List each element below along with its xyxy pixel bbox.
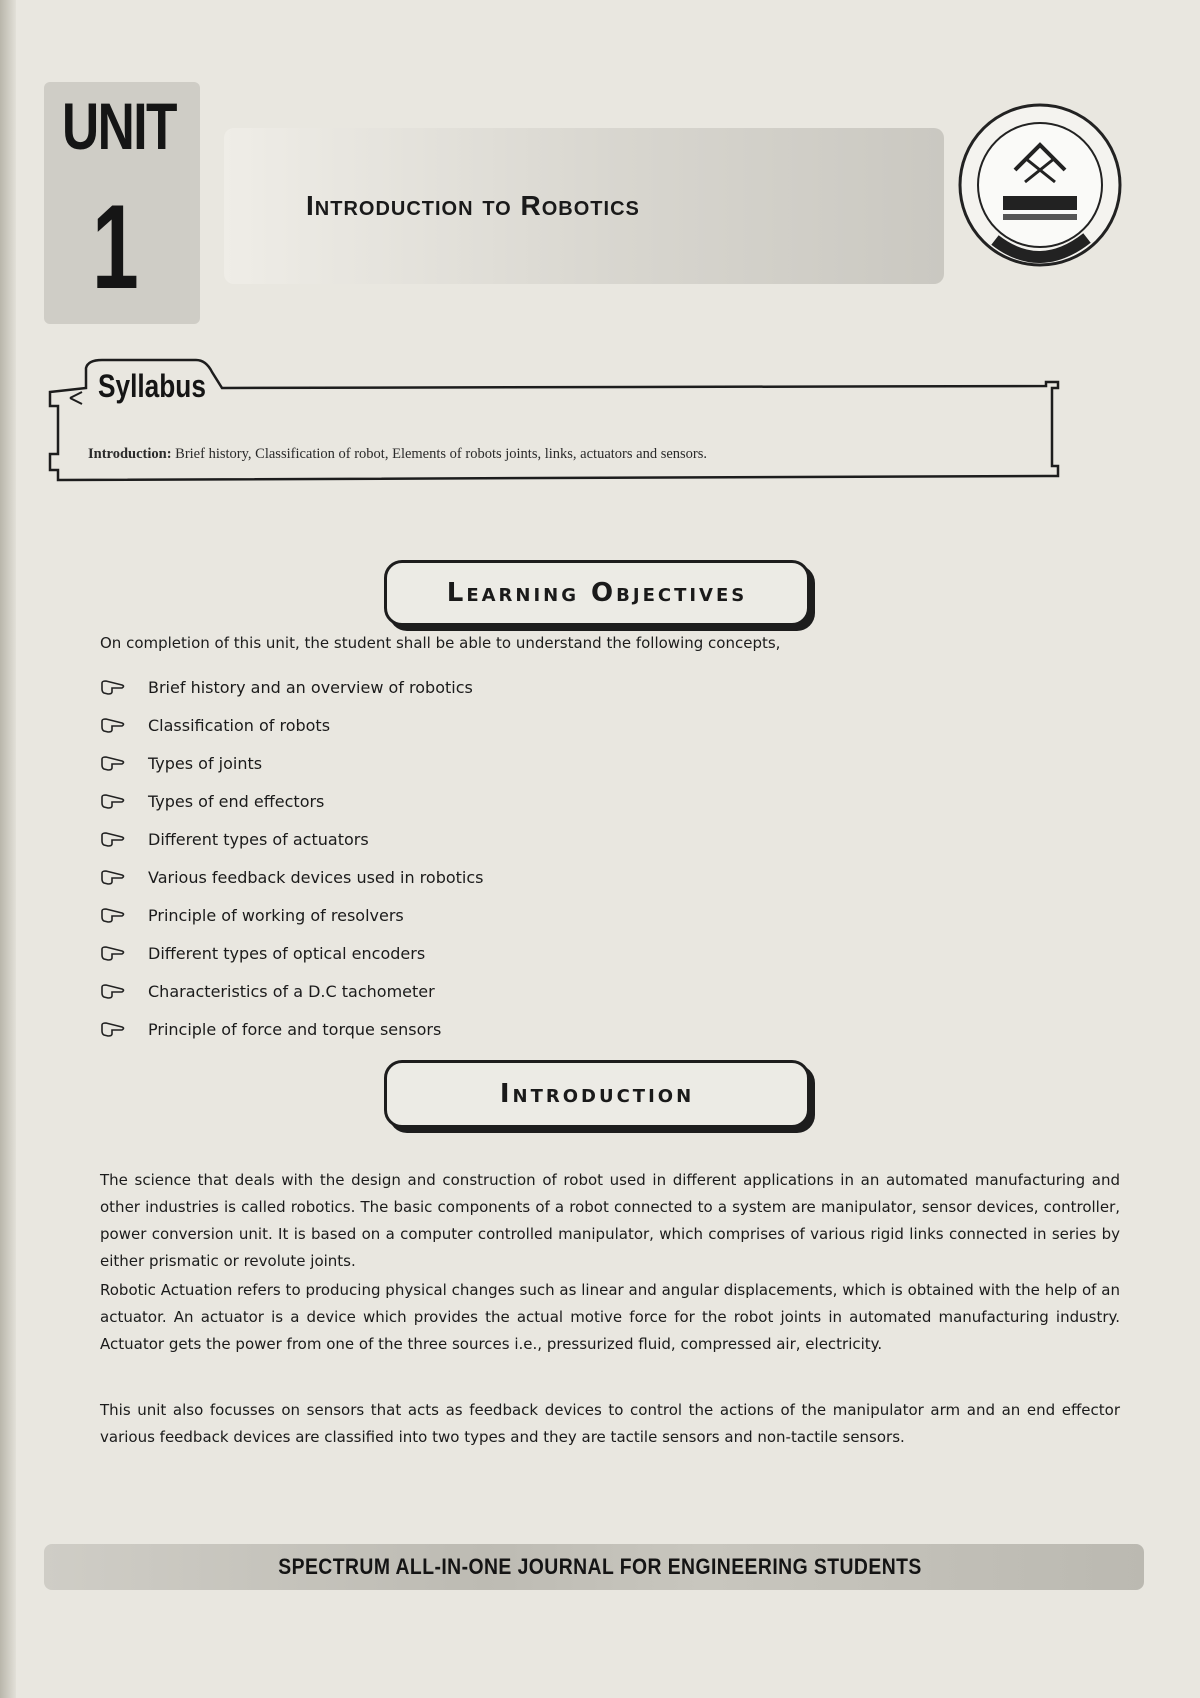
list-item bbox=[100, 896, 484, 934]
syllabus-text bbox=[88, 446, 1118, 463]
list-item bbox=[100, 1010, 484, 1048]
page-binding-edge bbox=[0, 0, 16, 1698]
objective-text: Different types of optical encoders bbox=[148, 943, 426, 963]
objective-text: Classification of robots bbox=[148, 715, 331, 735]
introduction-heading: Introduction bbox=[384, 1060, 810, 1128]
pointing-hand-icon bbox=[100, 907, 126, 923]
syllabus-topics: Brief history, Classification of robot, Elements of robots joints, links, actuators and sensors. bbox=[175, 446, 708, 462]
pointing-hand-icon bbox=[100, 869, 126, 885]
objective-text: Principle of force and torque sensors bbox=[148, 1019, 442, 1039]
pointing-hand-icon bbox=[100, 793, 126, 809]
footer-journal-title: SPECTRUM ALL-IN-ONE JOURNAL FOR ENGINEERING STUDENTS bbox=[278, 1554, 922, 1579]
objective-text: Types of joints bbox=[148, 753, 263, 773]
list-item bbox=[100, 706, 484, 744]
objective-text: Characteristics of a D.C tachometer bbox=[148, 981, 435, 1001]
objective-text: Various feedback devices used in robotics bbox=[148, 867, 484, 887]
intro-paragraph-1: The science that deals with the design and construction of robot used in different applications in an automated manufacturing and other industries is called robotics. The basic components of a robot connected to a system are manipulator, sensor devices, controller, power conversion unit. It is based on a computer controlled manipulator, which comprises of various rigid links connected in series by either prismatic or revolute joints. bbox=[100, 1171, 1120, 1270]
list-item bbox=[100, 782, 484, 820]
pointing-hand-icon bbox=[100, 945, 126, 961]
pointing-hand-icon bbox=[100, 1021, 126, 1037]
list-item bbox=[100, 934, 484, 972]
unit-title: Introduction to Robotics bbox=[306, 190, 640, 221]
intro-paragraph-3: This unit also focusses on sensors that acts as feedback devices to control the actions of the manipulator arm and an end effector various feedback devices are classified into two types and they are tactile sensors and non-tactile sensors. bbox=[100, 1401, 1120, 1446]
intro-paragraph-2: Robotic Actuation refers to producing physical changes such as linear and angular displacements, which is obtained with the help of an actuator. An actuator is a device which provides the actual motive force for the robot joints in automated manufacturing industry. Actuator gets the power from one of the three sources i.e., pressurized fluid, compressed air, electricity. bbox=[100, 1281, 1120, 1353]
objectives-list bbox=[100, 668, 484, 1048]
learning-objectives-heading: Learning Objectives bbox=[384, 560, 810, 626]
pointing-hand-icon bbox=[100, 831, 126, 847]
list-item bbox=[100, 820, 484, 858]
pointing-hand-icon bbox=[100, 679, 126, 695]
objective-text: Types of end effectors bbox=[148, 791, 325, 811]
pointing-hand-icon bbox=[100, 983, 126, 999]
objective-text: Brief history and an overview of robotics bbox=[148, 677, 473, 697]
syllabus-heading: Syllabus bbox=[98, 368, 206, 404]
unit-number: 1 bbox=[92, 180, 139, 314]
pointing-hand-icon bbox=[100, 717, 126, 733]
syllabus-label: Introduction: bbox=[88, 446, 172, 462]
pointing-hand-icon bbox=[100, 755, 126, 771]
syllabus-frame bbox=[46, 358, 1154, 490]
unit-label: UNIT bbox=[62, 89, 176, 163]
learning-objectives-lead: On completion of this unit, the student shall be able to understand the following concepts, bbox=[100, 634, 781, 652]
list-item bbox=[100, 858, 484, 896]
list-item bbox=[100, 668, 484, 706]
objective-text: Principle of working of resolvers bbox=[148, 905, 404, 925]
objective-text: Different types of actuators bbox=[148, 829, 369, 849]
list-item bbox=[100, 972, 484, 1010]
publisher-logo-seal bbox=[955, 100, 1125, 270]
list-item bbox=[100, 744, 484, 782]
